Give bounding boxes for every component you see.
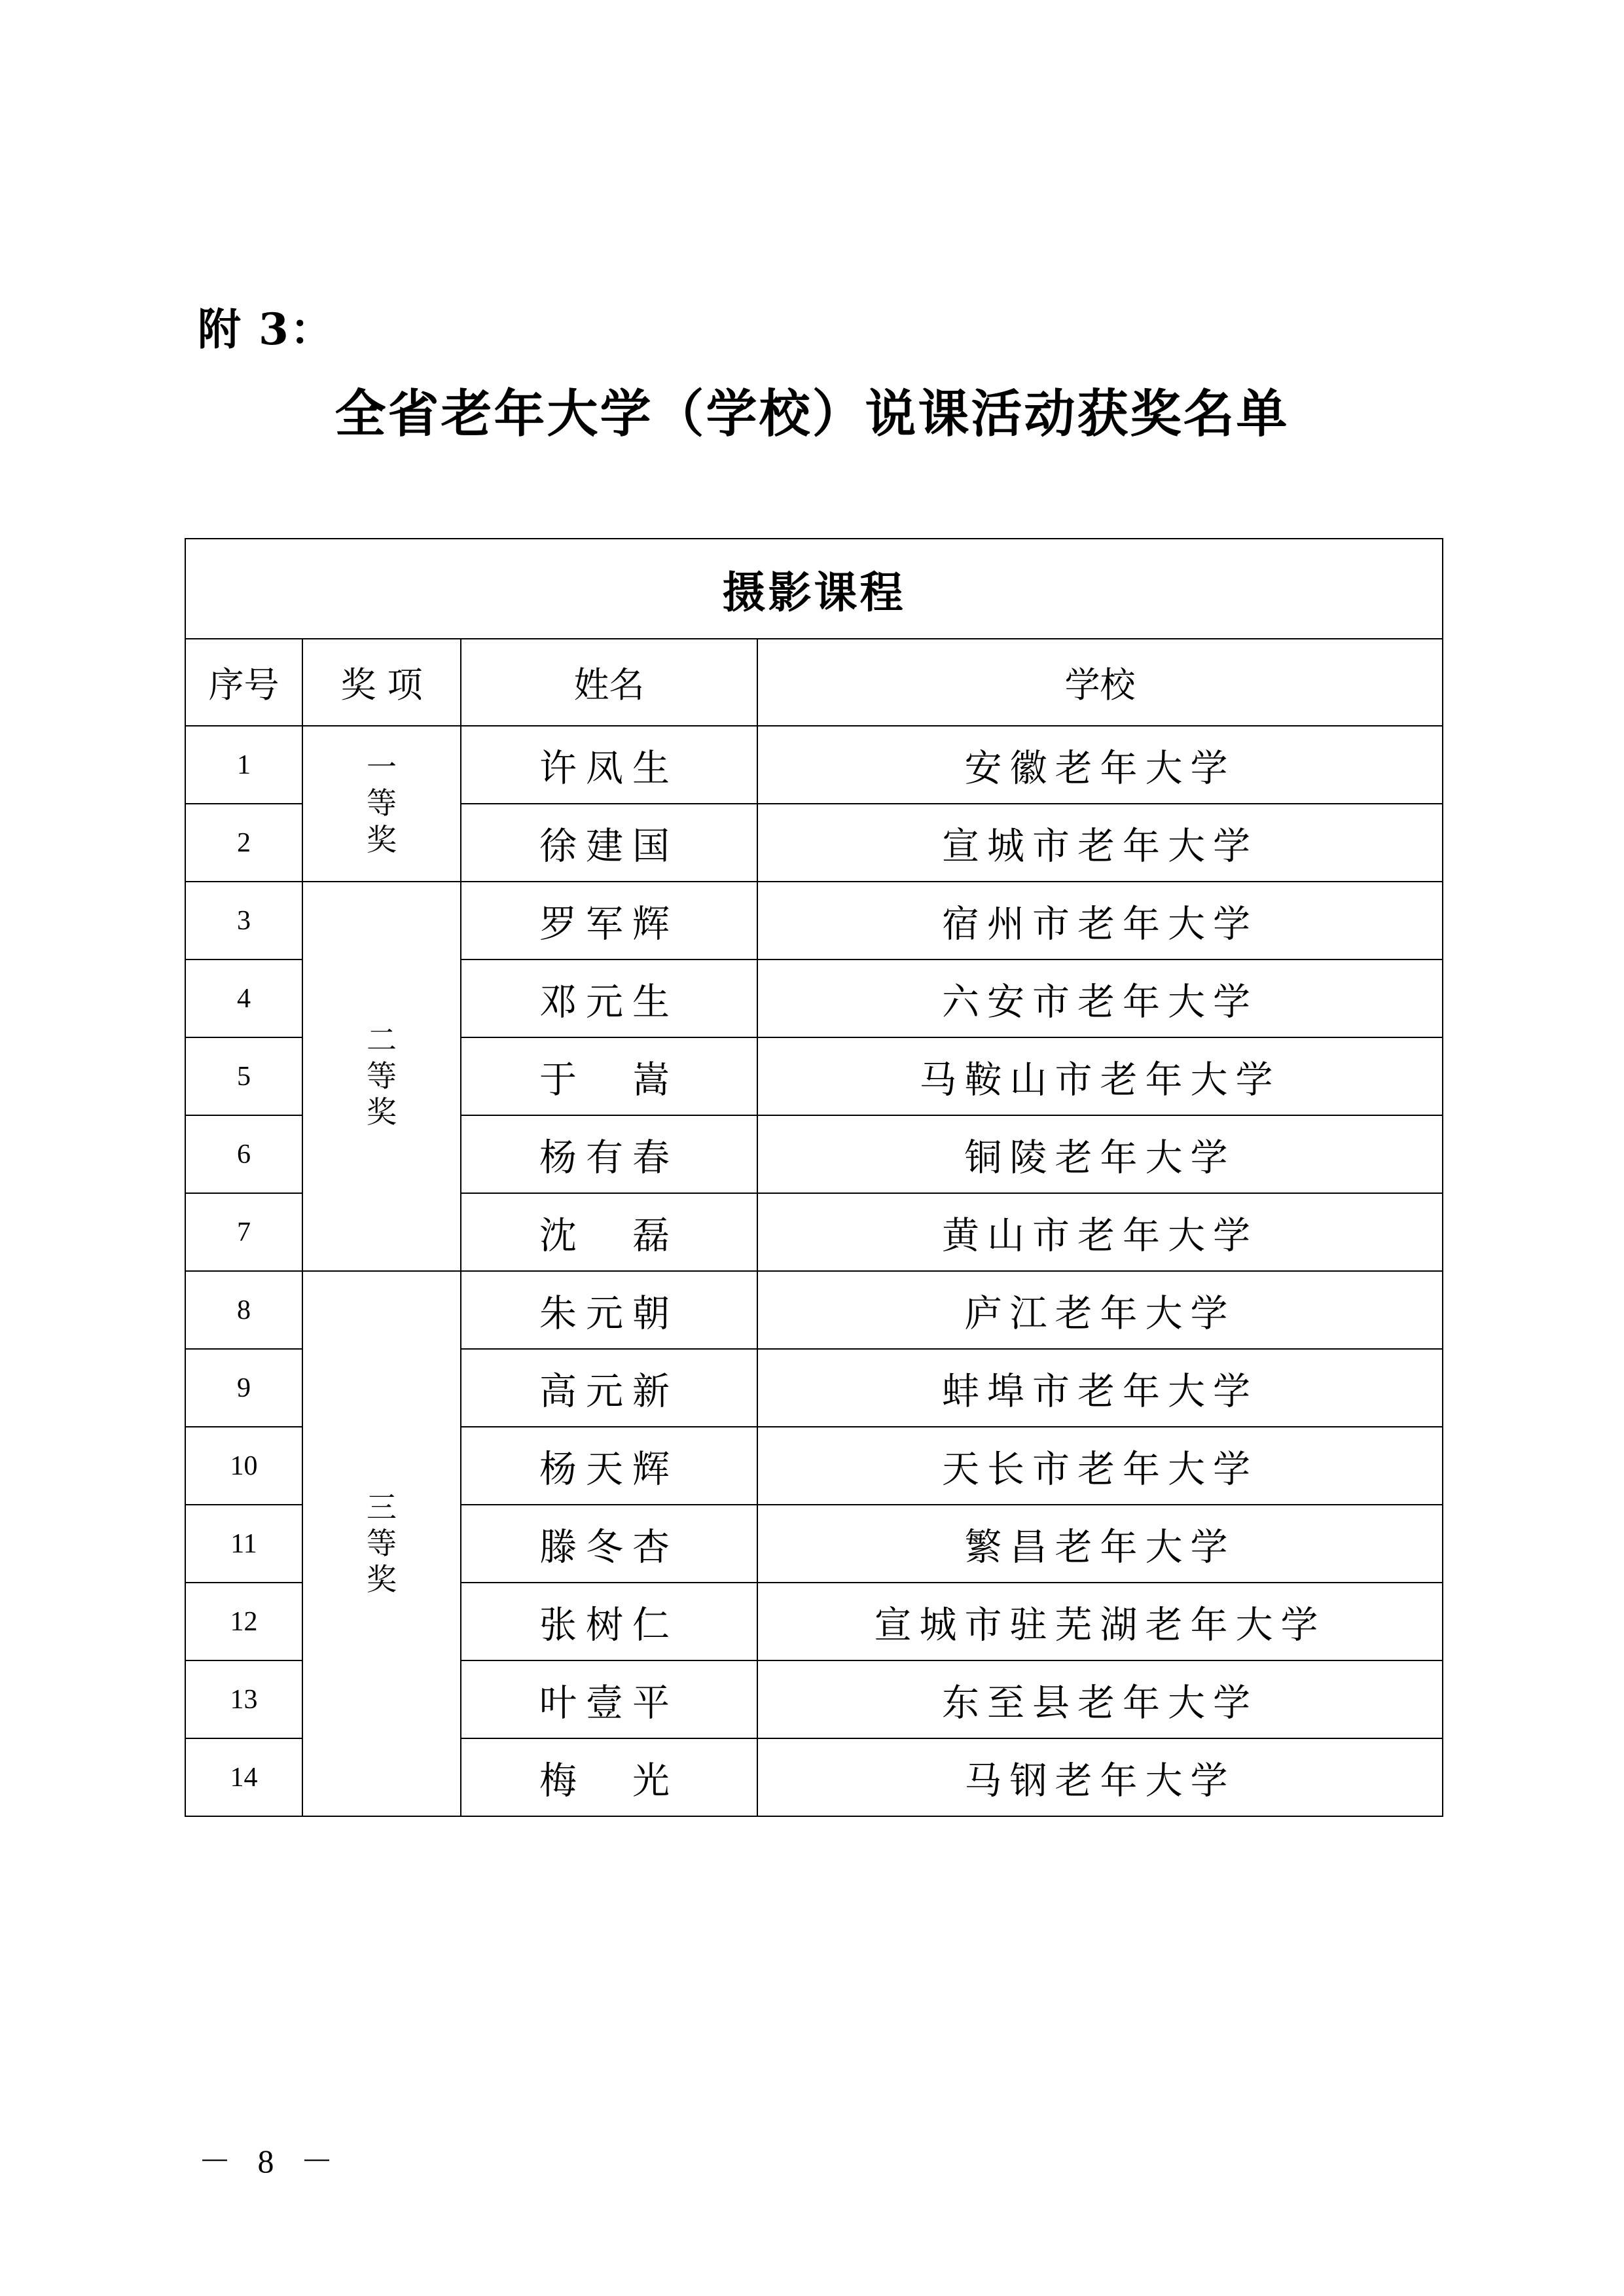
row-name: 杨有春: [461, 1115, 757, 1193]
awards-table: [185, 538, 1443, 1817]
table-row: [185, 1271, 1443, 1349]
table-row: [185, 882, 1443, 960]
header-row: [185, 639, 1443, 726]
award-level-char: 等: [367, 1525, 397, 1561]
row-name: 邓元生: [461, 960, 757, 1037]
row-seq: 4: [185, 960, 302, 1037]
header-school: 学校: [757, 639, 1443, 726]
award-level-char: 奖: [367, 1562, 397, 1598]
row-school: 宣城市驻芜湖老年大学: [757, 1583, 1443, 1660]
row-name: 罗军辉: [461, 882, 757, 960]
row-seq: 13: [185, 1660, 302, 1738]
row-seq: 8: [185, 1271, 302, 1349]
row-name: 高元新: [461, 1349, 757, 1427]
award-level-char: 二: [367, 1022, 397, 1058]
row-name: 杨天辉: [461, 1427, 757, 1505]
row-name: 于 嵩: [461, 1037, 757, 1115]
row-school: 马钢老年大学: [757, 1738, 1443, 1816]
row-name: 梅 光: [461, 1738, 757, 1816]
row-school: 宣城市老年大学: [757, 804, 1443, 882]
row-seq: 2: [185, 804, 302, 882]
award-level-char: 三: [367, 1489, 397, 1525]
row-school: 宿州市老年大学: [757, 882, 1443, 960]
award-level-char: 奖: [367, 821, 397, 857]
row-school: 马鞍山市老年大学: [757, 1037, 1443, 1115]
row-seq: 14: [185, 1738, 302, 1816]
row-seq: 9: [185, 1349, 302, 1427]
row-school: 庐江老年大学: [757, 1271, 1443, 1349]
row-school: 天长市老年大学: [757, 1427, 1443, 1505]
row-seq: 12: [185, 1583, 302, 1660]
row-school: 黄山市老年大学: [757, 1193, 1443, 1271]
row-seq: 10: [185, 1427, 302, 1505]
award-level-char: 奖: [367, 1094, 397, 1130]
table-row: [185, 726, 1443, 804]
row-seq: 5: [185, 1037, 302, 1115]
award-level-char: 一: [367, 749, 397, 785]
row-school: 铜陵老年大学: [757, 1115, 1443, 1193]
award-level-char: 等: [367, 1058, 397, 1094]
row-name: 滕冬杏: [461, 1505, 757, 1583]
row-name: 沈 磊: [461, 1193, 757, 1271]
row-name: 叶壹平: [461, 1660, 757, 1738]
row-school: 东至县老年大学: [757, 1660, 1443, 1738]
award-level-cell: [302, 882, 461, 1271]
row-school: 繁昌老年大学: [757, 1505, 1443, 1583]
row-name: 朱元朝: [461, 1271, 757, 1349]
document-title: 全省老年大学（学校）说课活动获奖名单: [334, 385, 1290, 444]
row-seq: 7: [185, 1193, 302, 1271]
header-seq: 序号: [185, 639, 302, 726]
row-name: 许凤生: [461, 726, 757, 804]
header-name: 姓名: [461, 639, 757, 726]
row-seq: 11: [185, 1505, 302, 1583]
row-seq: 1: [185, 726, 302, 804]
award-level-char: 等: [367, 785, 397, 821]
award-level-cell: [302, 726, 461, 882]
row-name: 张树仁: [461, 1583, 757, 1660]
row-school: 蚌埠市老年大学: [757, 1349, 1443, 1427]
header-award: 奖 项: [302, 639, 461, 726]
row-seq: 3: [185, 882, 302, 960]
attachment-label: 附 3：: [198, 304, 334, 355]
course-title: 摄影课程: [185, 539, 1443, 639]
row-school: 安徽老年大学: [757, 726, 1443, 804]
award-level-cell: [302, 1271, 461, 1816]
page-number: － 8 －: [198, 2143, 342, 2179]
row-name: 徐建国: [461, 804, 757, 882]
row-school: 六安市老年大学: [757, 960, 1443, 1037]
course-row: [185, 539, 1443, 639]
row-seq: 6: [185, 1115, 302, 1193]
